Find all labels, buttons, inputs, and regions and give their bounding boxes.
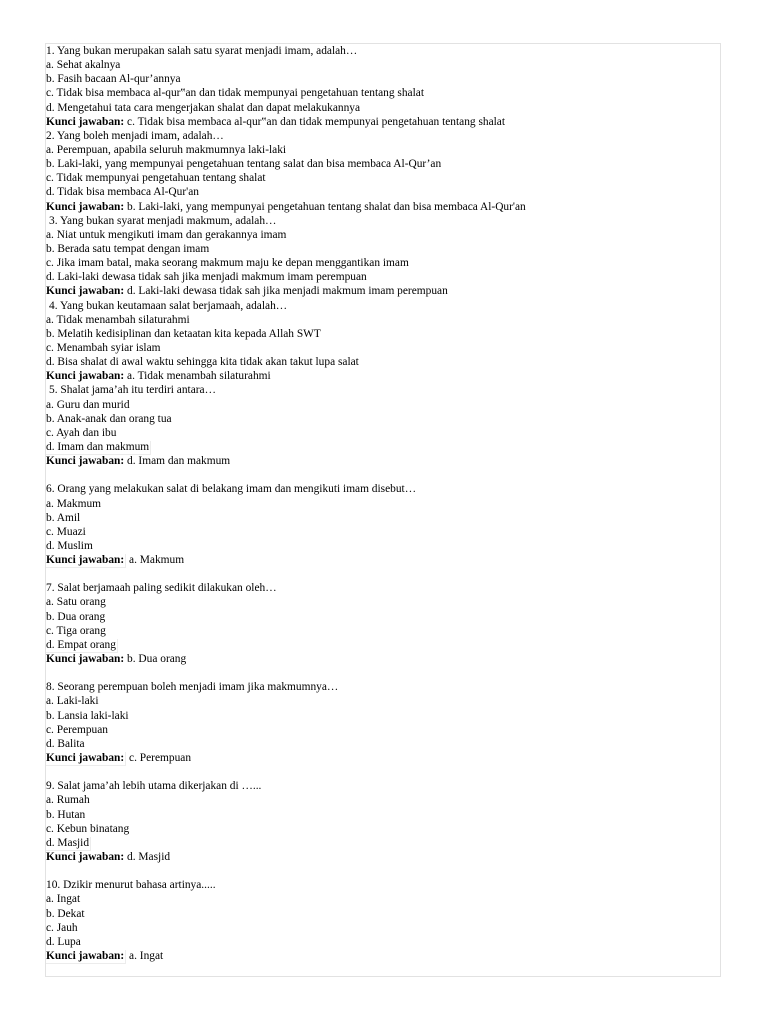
answer-key	[46, 454, 718, 468]
blank-line	[46, 468, 718, 482]
option-c: c. Kebun binatang	[46, 822, 130, 835]
option-b: b. Fasih bacaan Al-qur’annya	[46, 73, 181, 86]
option-a: a. Guru dan murid	[46, 398, 130, 411]
question-text: 4. Yang bukan keutamaan salat berjamaah, adalah…	[49, 299, 288, 312]
question-block-3	[46, 214, 718, 299]
question-block-7	[46, 581, 718, 666]
question-block-1	[46, 44, 718, 129]
question-text: 10. Dzikir menurut bahasa artinya.....	[46, 879, 216, 892]
option-c: c. Tiga orang	[46, 624, 106, 637]
question-text: 2. Yang boleh menjadi imam, adalah…	[46, 129, 224, 142]
option-a: a. Niat untuk mengikuti imam dan gerakannya imam	[46, 228, 287, 241]
option-d: d. Lupa	[46, 935, 81, 948]
blank-line	[46, 666, 718, 680]
answer-key-label: Kunci jawaban:	[46, 285, 125, 298]
option-c: c. Menambah syiar islam	[46, 341, 161, 354]
option-c: c. Perempuan	[46, 723, 108, 736]
blank-line	[46, 765, 718, 779]
option-d: d. Muslim	[46, 539, 93, 552]
option-c: c. Jika imam batal, maka seorang makmum maju ke depan menggantikan imam	[46, 257, 409, 270]
question-block-10	[46, 878, 718, 963]
answer-key	[46, 369, 718, 383]
answer-key	[46, 553, 718, 567]
option-c: c. Tidak mempunyai pengetahuan tentang shalat	[46, 172, 266, 185]
answer-key	[46, 200, 718, 214]
option-b: b. Amil	[46, 511, 81, 524]
option-a: a. Makmum	[46, 497, 102, 510]
option-d-text: d. Masjid	[46, 836, 90, 849]
option-a: a. Satu orang	[46, 596, 106, 609]
option-c: c. Muazi	[46, 525, 86, 538]
answer-key	[46, 949, 718, 963]
answer-key	[46, 284, 718, 298]
option-d: d. Tidak bisa membaca Al-Qur'an	[46, 186, 199, 199]
option-b: b. Laki-laki, yang mempunyai pengetahuan tentang salat dan bisa membaca Al-Qur’an	[46, 158, 442, 171]
question-text: 7. Salat berjamaah paling sedikit dilakukan oleh…	[46, 582, 277, 595]
option-d: d. Balita	[46, 737, 85, 750]
option-d-text: d. Imam dan makmum	[46, 440, 150, 453]
answer-key	[46, 115, 718, 129]
option-b: b. Anak-anak dan orang tua	[46, 412, 172, 425]
answer-key-value: c. Perempuan	[129, 752, 192, 765]
question-block-2	[46, 129, 718, 214]
answer-key-value: a. Tidak menambah silaturahmi	[127, 370, 271, 383]
question-text: 9. Salat jama’ah lebih utama dikerjakan di …...	[46, 780, 262, 793]
option-d: d. Laki-laki dewasa tidak sah jika menjadi makmum imam perempuan	[46, 271, 367, 284]
option-b: b. Dua orang	[46, 610, 106, 623]
option-b: b. Hutan	[46, 808, 86, 821]
answer-key-value: a. Ingat	[129, 950, 164, 962]
question-block-4	[46, 299, 718, 384]
option-c: c. Tidak bisa membaca al-qur‟an dan tidak mempunyai pengetahuan tentang shalat	[46, 87, 424, 100]
option-a: a. Laki-laki	[46, 695, 99, 708]
option-a: a. Ingat	[46, 893, 81, 906]
question-text: 1. Yang bukan merupakan salah satu syarat menjadi imam, adalah…	[46, 45, 358, 57]
option-c: c. Ayah dan ibu	[46, 426, 117, 439]
option-c: c. Jauh	[46, 921, 78, 934]
answer-key	[46, 850, 718, 864]
option-d: d. Mengetahui tata cara mengerjakan shalat dan dapat melakukannya	[46, 101, 361, 114]
option-b: b. Dekat	[46, 907, 85, 920]
answer-key-label: Kunci jawaban:	[46, 455, 125, 468]
question-block-8	[46, 680, 718, 765]
blank-line	[46, 864, 718, 878]
option-a: a. Tidak menambah silaturahmi	[46, 313, 190, 326]
answer-key-label: Kunci jawaban:	[46, 851, 125, 864]
option-a: a. Perempuan, apabila seluruh makmumnya laki-laki	[46, 143, 287, 156]
answer-key	[46, 751, 718, 765]
option-b: b. Melatih kedisiplinan dan ketaatan kita kepada Allah SWT	[46, 327, 321, 340]
option-d-text: d. Empat orang	[46, 638, 116, 651]
quiz-document	[46, 44, 718, 963]
answer-key-value: d. Masjid	[127, 851, 171, 864]
answer-key-value: b. Dua orang	[127, 653, 187, 666]
option-b: b. Berada satu tempat dengan imam	[46, 242, 210, 255]
question-block-6	[46, 482, 718, 567]
question-text: 3. Yang bukan syarat menjadi makmum, adalah…	[49, 214, 277, 227]
answer-key-label: Kunci jawaban:	[46, 115, 125, 128]
blank-line	[46, 567, 718, 581]
answer-key-value: b. Laki-laki, yang mempunyai pengetahuan tentang shalat dan bisa membaca Al-Qur'an	[127, 200, 526, 213]
option-a: a. Sehat akalnya	[46, 59, 121, 72]
option-b: b. Lansia laki-laki	[46, 709, 129, 722]
question-text: 8. Seorang perempuan boleh menjadi imam jika makmumnya…	[46, 681, 339, 694]
answer-key-value: d. Imam dan makmum	[127, 455, 231, 468]
question-block-5	[46, 383, 718, 468]
question-block-9	[46, 779, 718, 864]
answer-key-label: Kunci jawaban:	[46, 370, 125, 383]
option-d	[46, 836, 718, 850]
answer-key	[46, 652, 718, 666]
question-text: 6. Orang yang melakukan salat di belakang imam dan mengikuti imam disebut…	[46, 483, 417, 496]
option-d: d. Bisa shalat di awal waktu sehingga kita tidak akan takut lupa salat	[46, 356, 359, 369]
answer-key-value: d. Laki-laki dewasa tidak sah jika menjadi makmum imam perempuan	[127, 285, 448, 298]
answer-key-value: a. Makmum	[129, 554, 185, 567]
option-a: a. Rumah	[46, 794, 90, 807]
option-d	[46, 440, 718, 454]
answer-key-value: c. Tidak bisa membaca al-qur‟an dan tidak mempunyai pengetahuan tentang shalat	[127, 115, 506, 128]
answer-key-label: Kunci jawaban:	[46, 752, 125, 765]
question-text: 5. Shalat jama’ah itu terdiri antara…	[49, 384, 216, 397]
answer-key-label: Kunci jawaban:	[46, 950, 125, 962]
answer-key-label: Kunci jawaban:	[46, 200, 125, 213]
answer-key-label: Kunci jawaban:	[46, 554, 125, 567]
option-d	[46, 638, 718, 652]
answer-key-label: Kunci jawaban:	[46, 653, 125, 666]
